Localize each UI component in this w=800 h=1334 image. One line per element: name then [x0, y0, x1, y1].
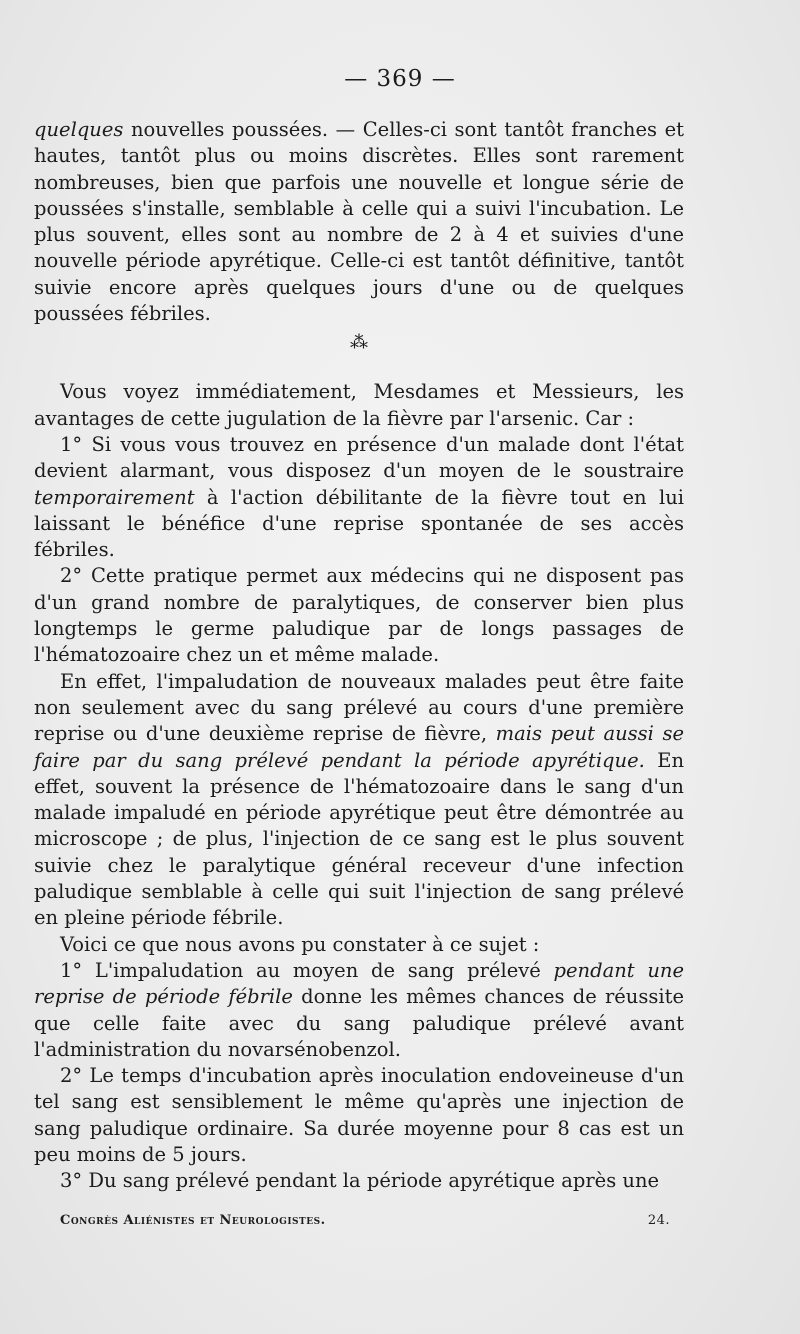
list-item-4: 2° Le temps d'incubation après inoculation endoveineuse d'un tel sang est sensiblement le même qu'après une injection de sang paludique ordinaire. Sa durée moyenne pour 8 cas est un peu moins de 5 jours.: [34, 1064, 684, 1166]
page-number: — 369 —: [344, 66, 456, 92]
paragraph-text: En effet, souvent la présence de l'hématozoaire dans le sang d'un malade impaludé en période apyrétique peut être démontrée au microscope ; de plus, l'injection de ce sang est le plus souvent suivie chez le paralytique général receveur d'une infection paludique semblable à celle qui suit l'injection de sang prélevé en pleine période fébrile.: [34, 748, 685, 930]
paragraph-en-effet: [34, 669, 684, 932]
paragraph-voici: Voici ce que nous avons pu constater à ce sujet :: [60, 932, 540, 956]
footer-sheet-number: 24.: [647, 1213, 670, 1228]
italic-word: temporairement: [34, 485, 195, 509]
footer-signature: Congrès Aliénistes et Neurologistes.: [60, 1213, 326, 1228]
item-text: à l'action débilitante de la fièvre tout en lui laissant le bénéfice d'une reprise spontanée de ses accès fébriles.: [34, 485, 684, 562]
italic-phrase: mais peut aussi se faire par du sang prélevé pendant la période apyrétique.: [34, 722, 685, 772]
italic-word: quelques: [34, 118, 124, 141]
list-item-2: 2° Cette pratique permet aux médecins qui ne disposent pas d'un grand nombre de paralytiques, de conserver bien plus longtemps le germe paludique par de longs passages de l'hématozoaire chez un et même malade.: [34, 564, 684, 667]
asterism-separator: ⁂: [350, 332, 368, 354]
page-footer: [60, 1213, 670, 1228]
italic-phrase: pendant une reprise de période fébrile: [34, 958, 684, 1009]
paragraph-text: En effet, l'impaludation de nouveaux malades peut être faite non seulement avec du sang prélevé au cours d'une première reprise ou d'une deuxième reprise de fièvre,: [34, 669, 684, 746]
list-item-3: [34, 958, 684, 1063]
paragraph-text: nouvelles poussées. — Celles-ci sont tantôt franches et hautes, tantôt plus ou moins discrètes. Elles sont rarement nombreuses, bien que parfois une nouvelle et longue série de poussées s'installe, semblable à celle qui a suivi l'incubation. Le plus souvent, elles sont au nombre de 2 à 4 et suivies d'une nouvelle période apyrétique. Celle-ci est tantôt définitive, tantôt suivie encore après quelques jours d'une ou de quelques poussées fébriles.: [34, 118, 684, 326]
item-text: 1° Si vous vous trouvez en présence d'un malade dont l'état devient alarmant, vous disposez d'un moyen de le soustraire: [34, 432, 684, 483]
page-body: [34, 117, 684, 1195]
item-text: 1° L'impaludation au moyen de sang prélevé: [60, 958, 554, 982]
item-text: donne les mêmes chances de réussite que celle faite avec du sang paludique prélevé avant l'administration du novarsénobenzol.: [34, 985, 684, 1061]
list-item-5: 3° Du sang prélevé pendant la période apyrétique après une: [60, 1169, 660, 1193]
paragraph-advantages: Vous voyez immédiatement, Mesdames et Messieurs, les avantages de cette jugulation de la fièvre par l'arsenic. Car :: [34, 380, 684, 430]
list-item-1: [34, 432, 684, 563]
paragraph-continuation: [34, 117, 684, 327]
